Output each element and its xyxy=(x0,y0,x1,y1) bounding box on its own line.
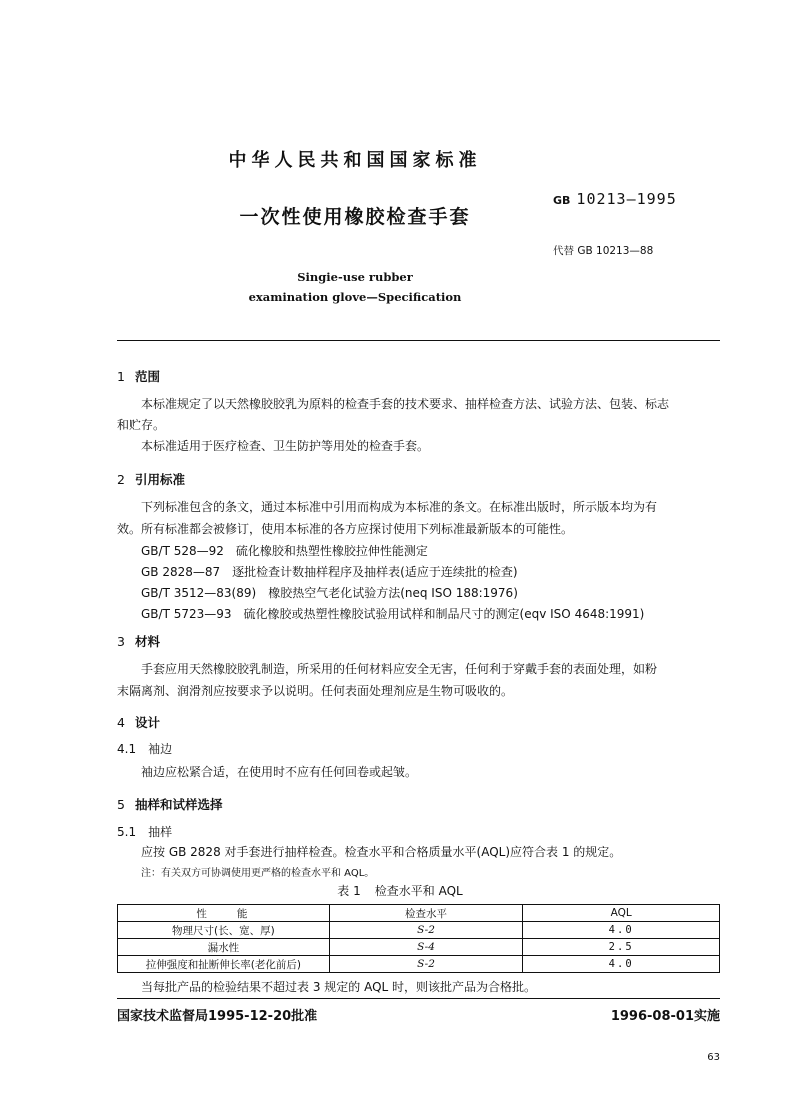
subsection-4-1-paragraph: 袖边应松紧合适，在使用时不应有任何回卷或起皱。 xyxy=(141,765,418,779)
cell-inspection-level: S-2 xyxy=(329,922,523,939)
cell-aql: 4.0 xyxy=(523,956,720,973)
cell-inspection-level: S-4 xyxy=(329,939,523,956)
section-title: 材料 xyxy=(134,634,160,649)
table-caption-number: 表 1 xyxy=(337,884,361,898)
section-2-heading xyxy=(117,470,185,488)
reference-code: GB/T 528—92 xyxy=(141,544,224,558)
issue-date: 国家技术监督局1995-12-20批准 xyxy=(117,1009,318,1024)
english-title-line1: Singie-use rubber xyxy=(297,270,413,284)
reference-item xyxy=(141,605,644,622)
cell-aql: 4.0 xyxy=(523,922,720,939)
subsection-number: 4.1 xyxy=(117,742,137,756)
section-1-paragraph-1-line-2: 和贮存。 xyxy=(117,418,166,432)
reference-code: GB/T 5723—93 xyxy=(141,607,232,621)
reference-item xyxy=(141,563,518,580)
subsection-4-1-heading xyxy=(117,740,172,757)
cell-inspection-level: S-2 xyxy=(329,956,523,973)
section-number: 2 xyxy=(117,472,125,487)
table-caption xyxy=(0,882,800,899)
cell-property: 漏水性 xyxy=(118,939,330,956)
reference-title: 硫化橡胶或热塑性橡胶试验用试样和制品尺寸的测定(eqv ISO 4648:1991) xyxy=(243,607,645,621)
section-1-paragraph-1-line-1: 本标准规定了以天然橡胶胶乳为原料的检查手套的技术要求、抽样检查方法、试验方法、包装、标志 xyxy=(141,397,670,411)
reference-item xyxy=(141,542,428,559)
section-title: 设计 xyxy=(134,715,160,730)
section-4-heading xyxy=(117,713,160,731)
cell-property: 物理尺寸(长、宽、厚) xyxy=(118,922,330,939)
section-1-paragraph-2: 本标准适用于医疗检查、卫生防护等用处的检查手套。 xyxy=(141,439,430,453)
table-row xyxy=(118,956,720,973)
cell-property: 拉伸强度和扯断伸长率(老化前后) xyxy=(118,956,330,973)
section-title: 抽样和试样选择 xyxy=(134,797,223,812)
standard-code-number: 10213—1995 xyxy=(576,190,677,208)
page-number: 63 xyxy=(707,1052,720,1063)
replaces-note: 代替 GB 10213—88 xyxy=(553,245,654,257)
aql-table xyxy=(117,904,720,973)
table-header-row xyxy=(118,905,720,922)
subsection-5-1-paragraph: 应按 GB 2828 对手套进行抽样检查。检查水平和合格质量水平(AQL)应符合表 1 的规定。 xyxy=(141,845,622,859)
section-title: 引用标准 xyxy=(134,472,185,487)
document-title: 一次性使用橡胶检查手套 xyxy=(239,206,471,228)
reference-title: 逐批检查计数抽样程序及抽样表(适应于连续批的检查) xyxy=(232,565,518,579)
section-1-heading xyxy=(117,367,160,385)
header-divider xyxy=(117,340,720,341)
section-2-paragraph-1-line-2: 效。所有标准都会被修订，使用本标准的各方应探讨使用下列标准最新版本的可能性。 xyxy=(117,522,574,536)
reference-title: 橡胶热空气老化试验方法(neq ISO 188:1976) xyxy=(268,586,518,600)
footer-divider xyxy=(117,998,720,999)
section-number: 3 xyxy=(117,634,125,649)
subsection-5-1-heading xyxy=(117,823,172,840)
english-title-line2: examination glove—Specification xyxy=(248,290,462,304)
table-note: 注：有关双方可协调使用更严格的检查水平和 AQL。 xyxy=(141,868,375,879)
national-standard-title: 中华人民共和国国家标准 xyxy=(228,150,482,171)
table-follow-text: 当每批产品的检验结果不超过表 3 规定的 AQL 时，则该批产品为合格批。 xyxy=(141,980,537,994)
section-number: 4 xyxy=(117,715,125,730)
subsection-title: 袖边 xyxy=(148,742,173,756)
subsection-title: 抽样 xyxy=(148,825,173,839)
reference-code: GB 2828—87 xyxy=(141,565,221,579)
section-number: 1 xyxy=(117,369,125,384)
reference-item xyxy=(141,584,518,601)
table-caption-title: 检查水平和 AQL xyxy=(374,884,463,898)
standard-code-prefix: GB xyxy=(553,194,571,207)
column-header-property: 性 能 xyxy=(118,905,330,922)
section-5-heading xyxy=(117,795,222,813)
reference-code: GB/T 3512—83(89) xyxy=(141,586,257,600)
column-header-aql: AQL xyxy=(523,905,720,922)
cell-aql: 2.5 xyxy=(523,939,720,956)
section-number: 5 xyxy=(117,797,125,812)
effective-date: 1996-08-01实施 xyxy=(610,1009,720,1024)
section-title: 范围 xyxy=(134,369,160,384)
column-header-inspection-level: 检查水平 xyxy=(329,905,523,922)
section-3-heading xyxy=(117,632,160,650)
table-row xyxy=(118,939,720,956)
section-3-paragraph-1-line-2: 末隔离剂、润滑剂应按要求予以说明。任何表面处理剂应是生物可吸收的。 xyxy=(117,684,514,698)
table-row xyxy=(118,922,720,939)
subsection-number: 5.1 xyxy=(117,825,137,839)
section-2-paragraph-1-line-1: 下列标准包含的条文，通过本标准中引用而构成为本标准的条文。在标准出版时，所示版本均为有 xyxy=(141,500,658,514)
reference-title: 硫化橡胶和热塑性橡胶拉伸性能测定 xyxy=(235,544,428,558)
section-3-paragraph-1-line-1: 手套应用天然橡胶胶乳制造，所采用的任何材料应安全无害，任何利于穿戴手套的表面处理，如粉 xyxy=(141,662,658,676)
